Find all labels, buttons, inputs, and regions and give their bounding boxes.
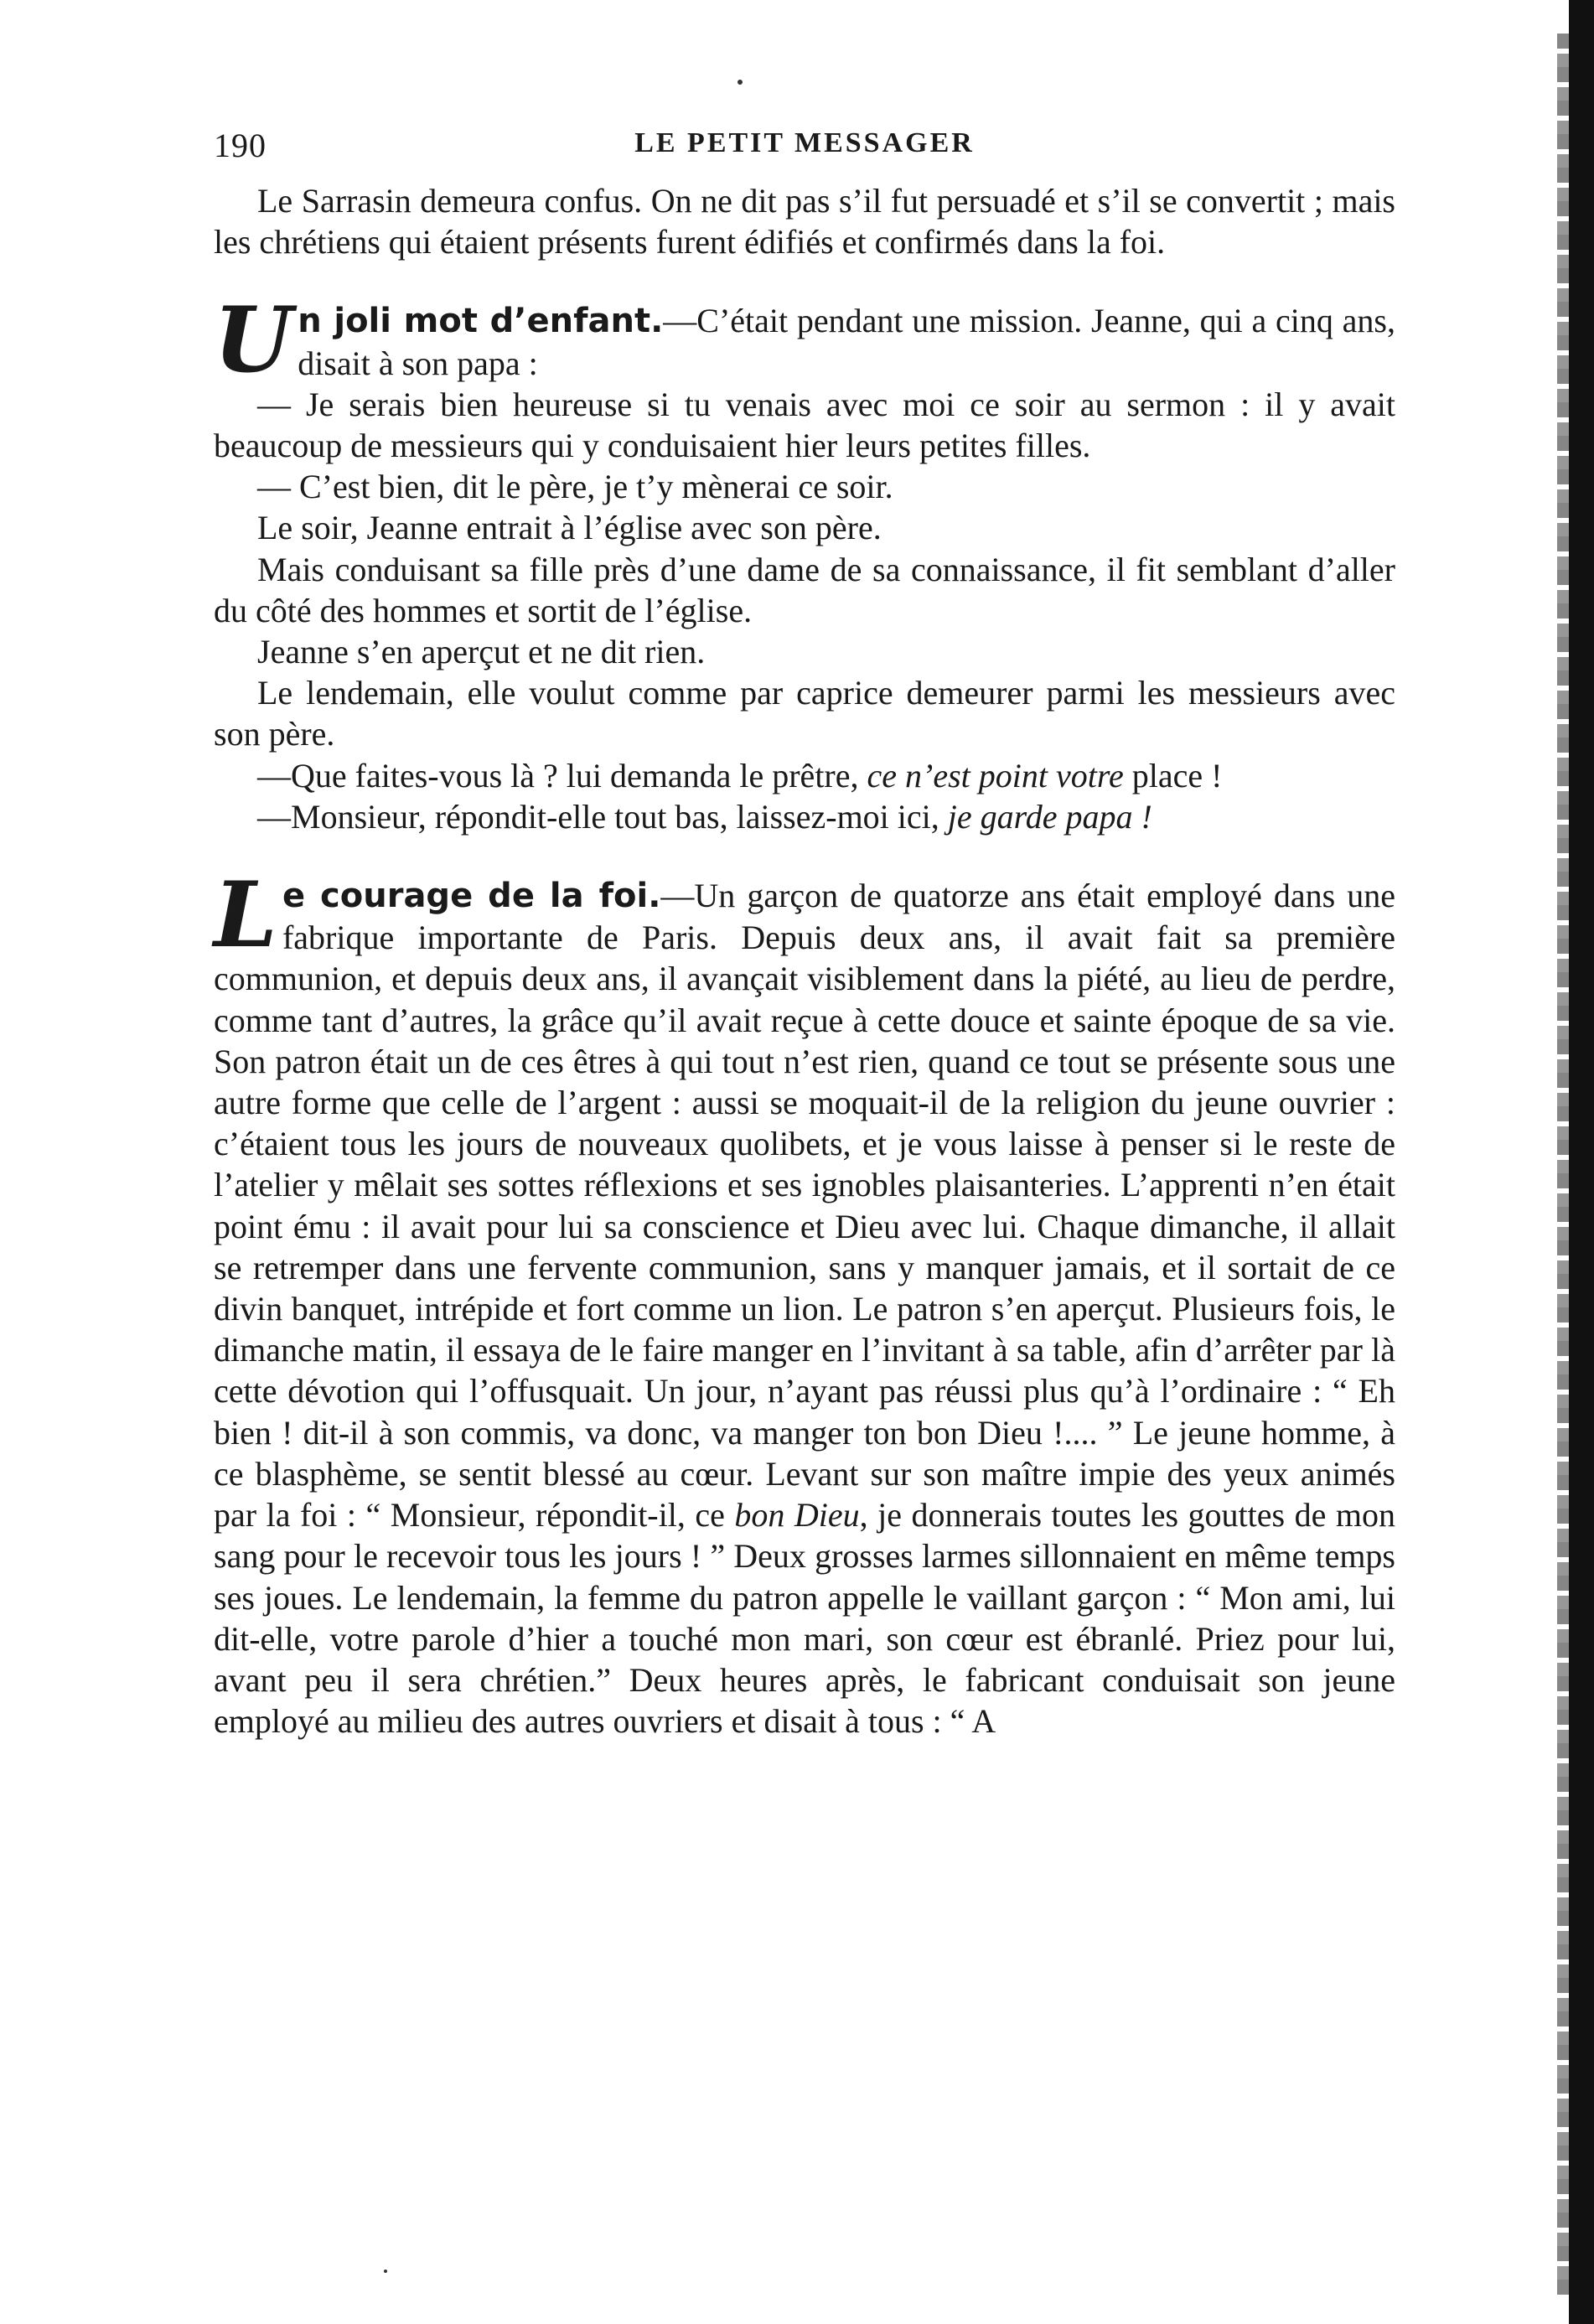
narrative-paragraph: Le soir, Jeanne entrait à l’église avec son père. <box>257 509 882 547</box>
italic-text: ce n’est point votre <box>867 756 1124 795</box>
body-text: , je donnerais toutes les gouttes de mon sang pour le recevoir tous les jours ! ” Deux grosses larmes sillonnaient en même temps ses joues. Le lendemain, la femme du patron appelle le vaillant garçon : “ Mon ami, lui dit-elle, votre parole d’hier a touché mon mari, son cœur est ébranlé. Priez pour lui, avant peu il sera chrétien.” Deux heures après, le fabricant conduisait son jeune employé au milieu des autres ouvriers et disait à tous : “ A <box>214 1496 1395 1741</box>
page-header <box>214 126 1395 176</box>
dialogue-text: place ! <box>1123 756 1223 795</box>
dialogue-paragraph: — Je serais bien heureuse si tu venais avec moi ce soir au sermon : il y avait beaucoup de messieurs qui y conduisaient hier leurs petites filles. <box>214 385 1395 465</box>
running-head: LE PETIT MESSAGER <box>634 127 975 158</box>
section-opening-text: —C’était pendant une mission. Jeanne, qui a cinq ans, disait à son papa : <box>298 302 1395 382</box>
page-number: 190 <box>214 127 267 164</box>
dialogue-paragraph <box>214 796 1395 837</box>
text-block <box>214 180 1395 1742</box>
section-title: n joli mot d’enfant. <box>298 302 664 341</box>
section-title: e courage de la foi. <box>282 877 661 916</box>
drop-cap: L <box>214 862 277 969</box>
ink-speck <box>384 2270 387 2273</box>
dialogue-paragraph: — C’est bien, dit le père, je t’y mènerai ce soir. <box>257 468 893 506</box>
dialogue-text: —Monsieur, répondit-elle tout bas, laissez-moi ici, <box>257 797 948 836</box>
anecdote-un-joli-mot <box>214 287 1395 837</box>
drop-cap: U <box>214 287 293 394</box>
italic-text: bon Dieu <box>734 1496 860 1535</box>
section-body <box>214 862 1396 1742</box>
dialogue-text: —Que faites-vous là ? lui demanda le prêtre, <box>257 756 867 795</box>
narrative-paragraph: Jeanne s’en aperçut et ne dit rien. <box>257 633 706 671</box>
dialogue-paragraph <box>214 755 1395 796</box>
narrative-paragraph: Mais conduisant sa fille près d’une dame de sa connaissance, il fit semblant d’aller du côté des hommes et sortit de l’église. <box>214 550 1395 629</box>
binding-edge <box>1569 0 1594 2324</box>
italic-text: je garde papa ! <box>947 797 1152 836</box>
body-text: —Un garçon de quatorze ans était employé dans une fabrique importante de Paris. Depuis deux ans, il avait fait sa première communion, et depuis deux ans, il avançait visiblement dans la piété, au lieu de perdre, comme tant d’autres, la grâce qu’il avait reçue à cette douce et sainte époque de sa vie. Son patron était un de ces êtres à qui tout n’est rien, quand ce tout se présente sous une autre forme que celle de l’argent : aussi se moquait-il de la religion du jeune ouvrier : c’étaient tous les jours de nouveaux quolibets, et je vous laisse à penser si le reste de l’atelier y mêlait ses sottes réflexions et ses ignobles plaisanteries. L’apprenti n’en était point ému : il avait pour lui sa conscience et Dieu avec lui. Chaque dimanche, il allait se retremper dans une fervente communion, sans y manquer jamais, et il sortait de ce divin banquet, intrépide et fort comme un lion. Le patron s’en aperçut. Plusieurs fois, le dimanche matin, il essaya de le faire manger en l’invitant à sa table, afin d’arrêter par là cette dévotion qui l’offusquait. Un jour, n’ayant pas réussi plus qu’à l’ordinaire : “ Eh bien ! dit-il à son commis, va donc, va manger ton bon Dieu !.... ” Le jeune homme, à ce blasphème, se sentit blessé au cœur. Levant sur son maître impie des yeux animés par la foi : “ Monsieur, répondit-il, ce <box>214 877 1396 1535</box>
section-opening <box>214 287 1395 394</box>
narrative-paragraph: Le lendemain, elle voulut comme par caprice demeurer parmi les messieurs avec son père. <box>214 674 1395 753</box>
anecdote-courage-de-la-foi <box>214 862 1396 1742</box>
intro-paragraph: Le Sarrasin demeura confus. On ne dit pas s’il fut persuadé et s’il se convertit ; mais les chrétiens qui étaient présents furent édifiés et confirmés dans la foi. <box>214 182 1395 261</box>
ink-speck <box>737 80 743 85</box>
